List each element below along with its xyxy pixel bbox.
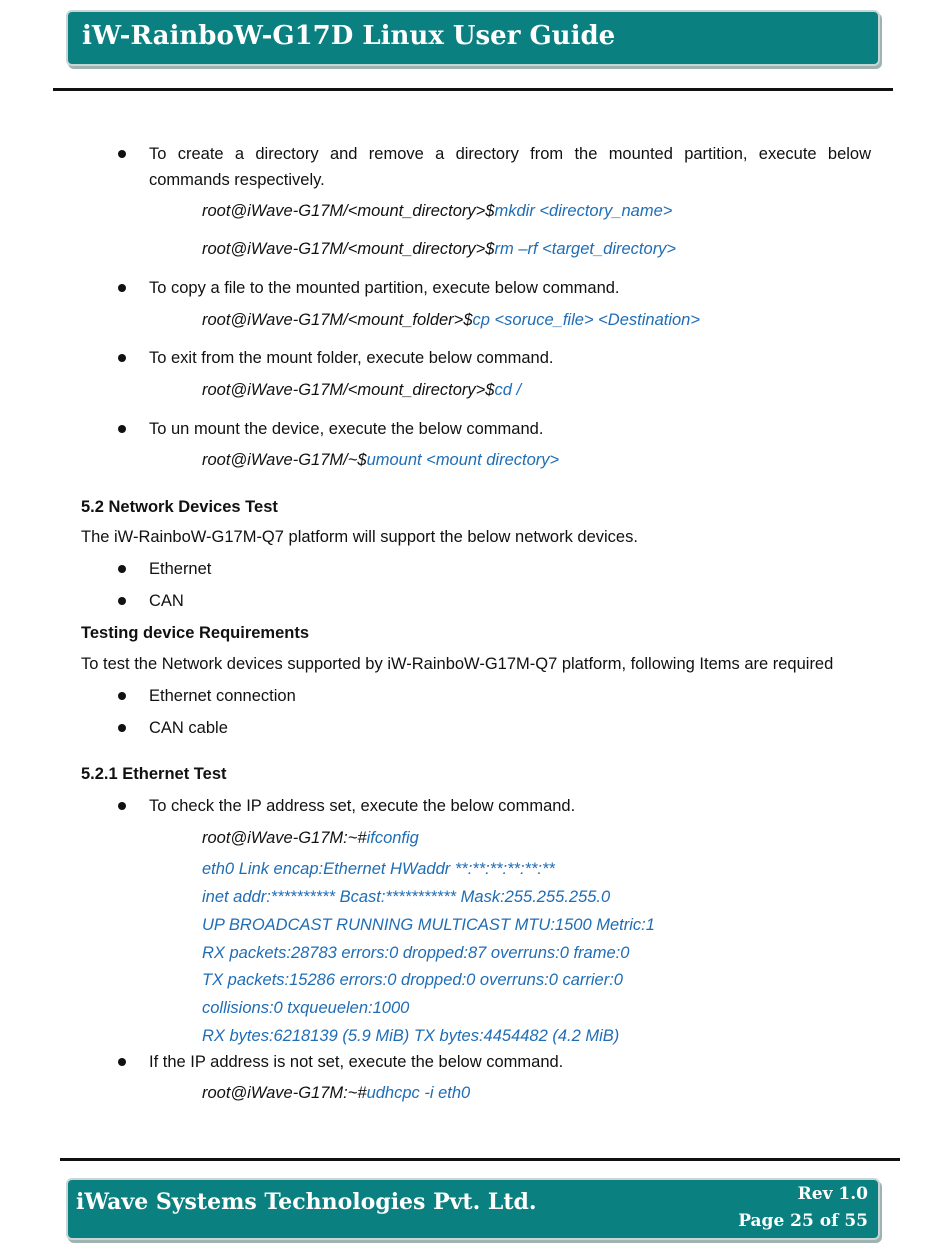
paragraph-mkdir-intro: To create a directory and remove a directory from the mounted partition, execute below (149, 145, 871, 163)
list-item-ethernet-connection: Ethernet connection (149, 687, 296, 705)
output-line: RX packets:28783 errors:0 dropped:87 overruns:0 frame:0 (202, 944, 630, 962)
bullet-icon (118, 565, 126, 573)
footer-rule (60, 1158, 900, 1161)
command-prompt: root@iWave-G17M/<mount_folder>$ (202, 311, 473, 329)
subheading-requirements: Testing device Requirements (81, 624, 310, 642)
command-text: cp <soruce_file> <Destination> (472, 311, 700, 329)
footer-revision: Rev 1.0 (797, 1184, 868, 1204)
command-prompt: root@iWave-G17M/<mount_directory>$ (202, 240, 495, 258)
bullet-icon (118, 425, 126, 433)
list-item-ethernet: Ethernet (149, 560, 212, 578)
paragraph-check-ip: To check the IP address set, execute the below command. (149, 797, 576, 815)
section-heading-ethernet: 5.2.1 Ethernet Test (81, 765, 227, 783)
bullet-icon (118, 802, 126, 810)
command-prompt: root@iWave-G17M/<mount_directory>$ (202, 202, 495, 220)
bullet-icon (118, 724, 126, 732)
paragraph-unmount: To un mount the device, execute the below command. (149, 420, 544, 438)
output-line: TX packets:15286 errors:0 dropped:0 overruns:0 carrier:0 (202, 971, 623, 989)
bullet-icon (118, 354, 126, 362)
command-text: cd / (494, 381, 522, 399)
bullet-icon (118, 1058, 126, 1066)
output-line: eth0 Link encap:Ethernet HWaddr **:**:**:**:**:** (202, 860, 555, 878)
command-cp (202, 309, 700, 331)
command-prompt: root@iWave-G17M:~# (202, 1084, 367, 1102)
command-text: ifconfig (366, 829, 419, 847)
command-mkdir (202, 200, 672, 222)
paragraph-network-intro: The iW-RainboW-G17M-Q7 platform will support the below network devices. (81, 528, 638, 546)
command-prompt: root@iWave-G17M/<mount_directory>$ (202, 381, 495, 399)
output-line: collisions:0 txqueuelen:1000 (202, 999, 410, 1017)
paragraph-copy: To copy a file to the mounted partition, execute below command. (149, 279, 620, 297)
output-line: RX bytes:6218139 (5.9 MiB) TX bytes:4454482 (4.2 MiB) (202, 1027, 620, 1045)
header-rule (53, 88, 893, 91)
command-udhcpc (202, 1082, 470, 1104)
bullet-icon (118, 597, 126, 605)
command-rm (202, 238, 676, 260)
command-text: udhcpc -i eth0 (366, 1084, 471, 1102)
command-ifconfig (202, 827, 419, 849)
paragraph-mkdir-intro-cont: commands respectively. (149, 171, 325, 189)
document-title: iW-RainboW-G17D Linux User Guide (82, 21, 616, 51)
paragraph-ip-not-set: If the IP address is not set, execute the below command. (149, 1053, 564, 1071)
command-cd (202, 379, 521, 401)
command-prompt: root@iWave-G17M/~$ (202, 451, 367, 469)
command-text: umount <mount directory> (366, 451, 560, 469)
output-line: inet addr:********** Bcast:*********** Mask:255.255.255.0 (202, 888, 611, 906)
paragraph-requirements: To test the Network devices supported by iW-RainboW-G17M-Q7 platform, following Items are required (81, 655, 834, 673)
bullet-icon (118, 692, 126, 700)
section-heading-network: 5.2 Network Devices Test (81, 498, 278, 516)
bullet-icon (118, 150, 126, 158)
command-prompt: root@iWave-G17M:~# (202, 829, 367, 847)
paragraph-exit: To exit from the mount folder, execute below command. (149, 349, 554, 367)
command-text: mkdir <directory_name> (494, 202, 673, 220)
command-text: rm –rf <target_directory> (494, 240, 677, 258)
list-item-can: CAN (149, 592, 184, 610)
footer-page-number: Page 25 of 55 (738, 1211, 868, 1231)
command-umount (202, 449, 559, 471)
list-item-can-cable: CAN cable (149, 719, 228, 737)
output-line: UP BROADCAST RUNNING MULTICAST MTU:1500 Metric:1 (202, 916, 655, 934)
footer-company: iWave Systems Technologies Pvt. Ltd. (76, 1189, 537, 1215)
bullet-icon (118, 284, 126, 292)
